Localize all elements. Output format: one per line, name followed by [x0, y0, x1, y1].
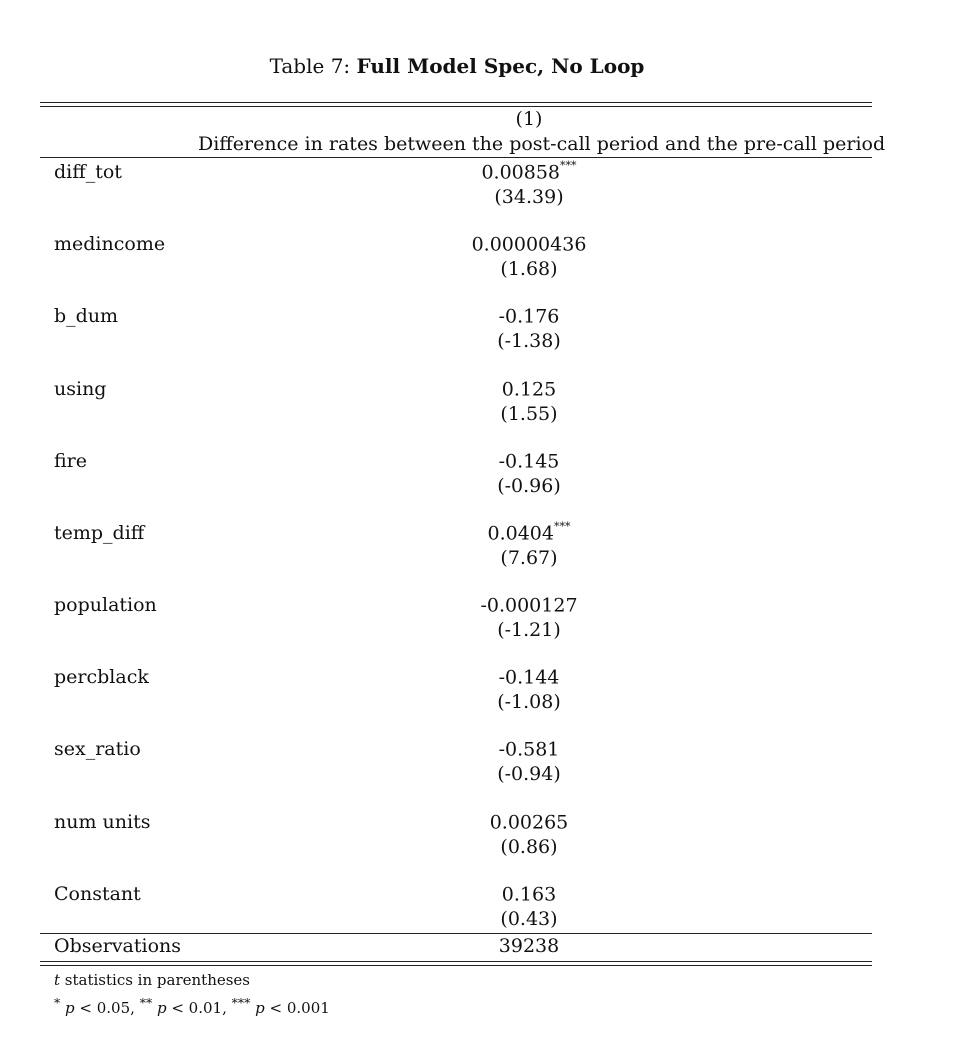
- row-coef: [430, 161, 628, 183]
- row-label: percblack: [54, 666, 149, 688]
- bottom-rule-outer: [40, 961, 872, 962]
- column-header: Difference in rates between the post-call period and the pre-call period: [198, 133, 886, 155]
- bottom-rule-inner: [40, 965, 872, 966]
- row-coef: [430, 305, 628, 327]
- note-p-1: p: [65, 999, 75, 1017]
- observations-rule: [40, 933, 872, 934]
- row-label: temp_diff: [54, 522, 145, 544]
- note-significance: [54, 995, 330, 1017]
- row-coef-value: -0.145: [498, 450, 560, 473]
- row-tstat: (-1.21): [497, 619, 561, 641]
- table-caption-label: Table 7:: [269, 54, 351, 78]
- row-tstat: (-0.96): [497, 475, 561, 497]
- row-coef-value: 0.125: [501, 378, 557, 401]
- row-coef-stars: ***: [553, 520, 571, 533]
- row-coef: [430, 378, 628, 400]
- row-coef-value: -0.581: [498, 738, 560, 761]
- row-tstat: (0.86): [500, 836, 558, 858]
- note-star-1: *: [54, 995, 61, 1010]
- note-statistics-text: statistics in parentheses: [60, 971, 250, 989]
- row-label: b_dum: [54, 305, 119, 327]
- note-p-3: p: [255, 999, 265, 1017]
- note-star-3: ***: [231, 995, 251, 1010]
- row-coef: [430, 233, 628, 255]
- note-p-2: p: [156, 999, 167, 1017]
- row-tstat: (-1.08): [497, 691, 561, 713]
- row-tstat: (34.39): [494, 186, 564, 208]
- row-label: using: [54, 378, 107, 400]
- note-threshold-3: < 0.001: [264, 999, 330, 1017]
- row-coef: [430, 594, 628, 616]
- row-label: population: [54, 594, 157, 616]
- row-coef: [430, 883, 628, 905]
- row-coef-value: 0.00000436: [471, 233, 587, 256]
- row-coef-value: 0.0404: [487, 522, 554, 545]
- row-coef: [430, 522, 628, 544]
- header-rule: [40, 157, 872, 158]
- row-label: Constant: [54, 883, 141, 905]
- row-label: sex_ratio: [54, 738, 141, 760]
- row-tstat: (7.67): [500, 547, 558, 569]
- row-coef-value: 0.163: [501, 883, 557, 906]
- top-rule-inner: [40, 106, 872, 107]
- row-coef-value: -0.000127: [480, 594, 578, 617]
- note-t-symbol: t: [54, 971, 61, 989]
- row-coef: [430, 738, 628, 760]
- row-coef: [430, 666, 628, 688]
- row-tstat: (1.68): [500, 258, 558, 280]
- observations-label: Observations: [54, 935, 182, 957]
- row-coef-value: 0.00858: [481, 161, 561, 184]
- row-coef: [430, 811, 628, 833]
- note-threshold-1: < 0.05,: [74, 999, 140, 1017]
- row-coef-value: -0.144: [498, 666, 560, 689]
- row-tstat: (-0.94): [497, 763, 561, 785]
- note-star-2: **: [139, 995, 153, 1010]
- row-coef-value: -0.176: [498, 305, 560, 328]
- row-tstat: (-1.38): [497, 330, 561, 352]
- row-coef: [430, 450, 628, 472]
- top-rule-outer: [40, 102, 872, 103]
- table-caption: [0, 54, 914, 78]
- row-label: fire: [54, 450, 87, 472]
- table-caption-title: Full Model Spec, No Loop: [356, 54, 645, 78]
- row-label: medincome: [54, 233, 166, 255]
- note-threshold-2: < 0.01,: [166, 999, 232, 1017]
- observations-value: 39238: [498, 935, 560, 957]
- row-tstat: (1.55): [500, 403, 558, 425]
- note-statistics: [54, 971, 250, 989]
- column-number: (1): [515, 108, 543, 130]
- row-tstat: (0.43): [500, 908, 558, 930]
- row-label: num units: [54, 811, 151, 833]
- row-label: diff_tot: [54, 161, 122, 183]
- row-coef-stars: ***: [560, 159, 577, 172]
- row-coef-value: 0.00265: [489, 811, 569, 834]
